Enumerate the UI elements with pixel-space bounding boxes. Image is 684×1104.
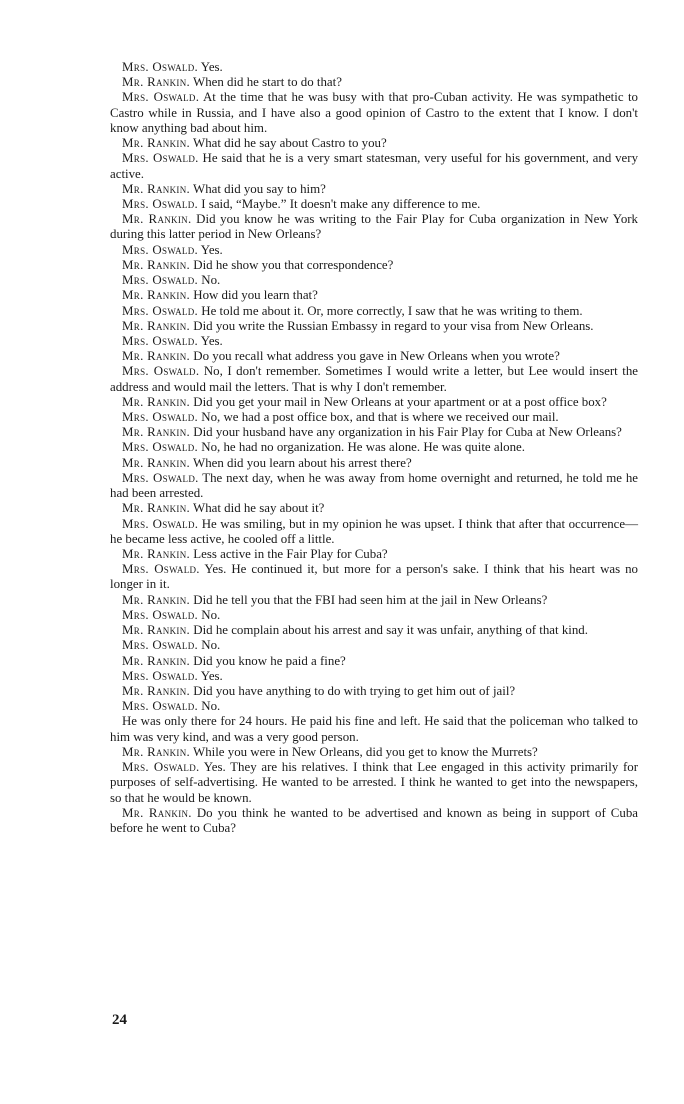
transcript-paragraph (110, 410, 638, 425)
speech-text: He was smiling, but in my opinion he was upset. I think that after that occurrence—he became less active, he cooled off a little. (110, 516, 638, 546)
speech-text: Did he tell you that the FBI had seen him at the jail in New Orleans? (193, 592, 548, 607)
transcript-paragraph (110, 349, 638, 364)
transcript-paragraph (110, 562, 638, 592)
transcript-paragraph (110, 547, 638, 562)
speech-text: The next day, when he was away from home overnight and returned, he told me he had been arrested. (110, 470, 639, 501)
speaker-name: Mrs. Oswald. (122, 607, 199, 622)
speech-text: How did you learn that? (193, 288, 318, 303)
transcript-paragraph (110, 501, 638, 516)
speaker-name: Mrs. Oswald. (122, 562, 200, 577)
speech-text: No, I don't remember. Sometimes I would write a letter, but Lee would insert the address and would mail the letters. That is why I don't remember. (110, 364, 638, 394)
speech-text: Yes. (200, 668, 223, 683)
speaker-name: Mrs. Oswald. (122, 151, 199, 166)
transcript-paragraph (110, 182, 638, 197)
speaker-name: Mrs. Oswald. (122, 760, 200, 775)
transcript-paragraph (110, 654, 638, 669)
speech-text: He was only there for 24 hours. He paid his fine and left. He said that the policeman who talked to him was very kind, and was a very good person. (110, 714, 638, 744)
speaker-name: Mr. Rankin. (122, 683, 191, 698)
speech-text: He told me about it. Or, more correctly, I saw that he was writing to them. (201, 303, 583, 318)
speech-text: No. (201, 273, 221, 288)
speaker-name: Mr. Rankin. (122, 212, 192, 227)
speech-text: Did he complain about his arrest and say it was unfair, anything of that kind. (193, 623, 588, 638)
speech-text: While you were in New Orleans, did you get to know the Murrets? (193, 744, 538, 759)
speech-text: Yes. (200, 60, 223, 74)
transcript-paragraph (110, 699, 638, 714)
speaker-name: Mrs. Oswald. (122, 364, 200, 379)
speech-text: Did you have anything to do with trying to get him out of jail? (193, 683, 516, 698)
speaker-name: Mr. Rankin. (122, 425, 191, 440)
transcript-paragraph (110, 288, 638, 303)
speaker-name: Mr. Rankin. (122, 805, 192, 820)
transcript-paragraph (110, 623, 638, 638)
speech-text: No. (201, 607, 221, 622)
speaker-name: Mrs. Oswald. (122, 333, 199, 348)
speech-text: Did you know he paid a fine? (193, 653, 346, 668)
transcript-paragraph (110, 75, 638, 90)
transcript-paragraph (110, 806, 638, 836)
speech-text: Yes. (200, 333, 223, 348)
speech-text: When did he start to do that? (193, 75, 342, 90)
speaker-name: Mr. Rankin. (122, 592, 191, 607)
transcript-paragraph (110, 684, 638, 699)
transcript-paragraph (110, 258, 638, 273)
transcript-paragraph (110, 136, 638, 151)
speech-text: At the time that he was busy with that pro-Cuban activity. He was sympathetic to Castro while in Russia, and I have also a good opinion of Castro to the extent that I know. I don't know anything bad about him. (110, 90, 638, 135)
speech-text: Yes. He continued it, but more for a person's sake. I think that his heart was no longer in it. (110, 562, 639, 592)
speech-text: I said, “Maybe.” It doesn't make any difference to me. (201, 196, 481, 211)
speech-text: No. (201, 699, 221, 714)
transcript-paragraph (110, 151, 638, 181)
speech-text: What did you say to him? (193, 181, 326, 196)
transcript-paragraph (110, 273, 638, 288)
speaker-name: Mr. Rankin. (122, 653, 191, 668)
speech-text: Did your husband have any organization in his Fair Play for Cuba at New Orleans? (193, 425, 622, 440)
transcript-paragraph (110, 638, 638, 653)
speaker-name: Mr. Rankin. (122, 318, 191, 333)
page-number: 24 (112, 1012, 127, 1028)
speech-text: Do you think he wanted to be advertised and known as being in support of Cuba before he went to Cuba? (110, 805, 638, 835)
transcript-paragraph (110, 440, 638, 455)
speaker-name: Mr. Rankin. (122, 136, 191, 151)
speaker-name: Mrs. Oswald. (122, 242, 199, 257)
speech-text: What did he say about it? (193, 501, 325, 516)
transcript-paragraph (110, 471, 638, 501)
speech-text: Did you know he was writing to the Fair Play for Cuba organization in New York during this latter period in New Orleans? (110, 212, 639, 242)
speaker-name: Mr. Rankin. (122, 349, 191, 364)
speech-text: What did he say about Castro to you? (193, 136, 387, 151)
speaker-name: Mrs. Oswald. (122, 516, 199, 531)
transcript-paragraph (110, 425, 638, 440)
speaker-name: Mr. Rankin. (122, 181, 191, 196)
transcript-paragraph (110, 608, 638, 623)
transcript-paragraph (110, 243, 638, 258)
transcript-paragraph (110, 395, 638, 410)
transcript-paragraph (110, 714, 638, 744)
speaker-name: Mrs. Oswald. (122, 410, 199, 425)
speaker-name: Mr. Rankin. (122, 501, 191, 516)
speaker-name: Mr. Rankin. (122, 623, 191, 638)
transcript-paragraph (110, 197, 638, 212)
transcript-paragraph (110, 669, 638, 684)
transcript-paragraph (110, 364, 638, 394)
speech-text: Yes. They are his relatives. I think that Lee engaged in this activity primarily for purposes of self-advertising. He wanted to be arrested. I think he wanted to get into the newspapers, so that he would be known. (110, 760, 638, 805)
transcript-paragraph (110, 60, 638, 75)
speaker-name: Mr. Rankin. (122, 75, 191, 90)
speaker-name: Mrs. Oswald. (122, 303, 199, 318)
speaker-name: Mrs. Oswald. (122, 60, 199, 74)
speech-text: When did you learn about his arrest there? (193, 455, 412, 470)
transcript-paragraph (110, 593, 638, 608)
speaker-name: Mr. Rankin. (122, 288, 191, 303)
speaker-name: Mrs. Oswald. (122, 440, 199, 455)
speaker-name: Mr. Rankin. (122, 455, 191, 470)
transcript-paragraph (110, 456, 638, 471)
speaker-name: Mrs. Oswald. (122, 90, 200, 105)
speaker-name: Mr. Rankin. (122, 257, 191, 272)
transcript-paragraph (110, 334, 638, 349)
speech-text: No. (201, 638, 221, 653)
speech-text: Less active in the Fair Play for Cuba? (193, 547, 388, 561)
transcript-paragraph (110, 304, 638, 319)
transcript-paragraph (110, 745, 638, 760)
speaker-name: Mrs. Oswald. (122, 196, 199, 211)
speech-text: No, he had no organization. He was alone. He was quite alone. (201, 440, 526, 455)
speech-text: He said that he is a very smart statesman, very useful for his government, and very active. (110, 151, 639, 181)
transcript-body (110, 60, 638, 836)
speech-text: No, we had a post office box, and that is where we received our mail. (201, 410, 559, 425)
transcript-paragraph (110, 319, 638, 334)
speaker-name: Mr. Rankin. (122, 394, 191, 409)
transcript-paragraph (110, 517, 638, 547)
speech-text: Yes. (200, 242, 223, 257)
speaker-name: Mrs. Oswald. (122, 699, 199, 714)
speaker-name: Mr. Rankin. (122, 547, 191, 561)
speaker-name: Mrs. Oswald. (122, 638, 199, 653)
speech-text: Do you recall what address you gave in New Orleans when you wrote? (193, 349, 560, 364)
speaker-name: Mrs. Oswald. (122, 668, 199, 683)
speaker-name: Mrs. Oswald. (122, 273, 199, 288)
transcript-paragraph (110, 90, 638, 136)
speaker-name: Mr. Rankin. (122, 744, 191, 759)
transcript-paragraph (110, 212, 638, 242)
speech-text: Did you write the Russian Embassy in regard to your visa from New Orleans. (193, 318, 594, 333)
transcript-paragraph (110, 760, 638, 806)
speech-text: Did you get your mail in New Orleans at your apartment or at a post office box? (193, 394, 607, 409)
speech-text: Did he show you that correspondence? (193, 257, 394, 272)
speaker-name: Mrs. Oswald. (122, 470, 199, 485)
